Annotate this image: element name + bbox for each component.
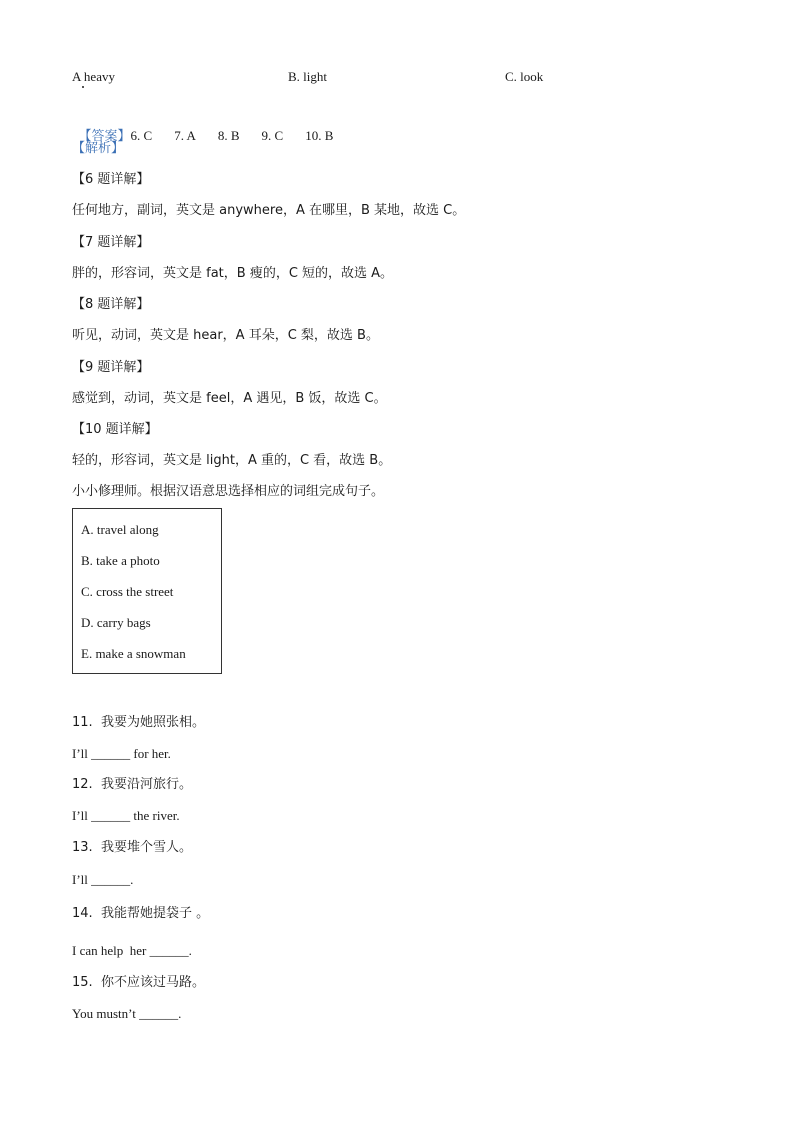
question-14-cn: 14. 我能帮她提袋子 。 (72, 906, 210, 921)
detail-8-heading: 【8 题详解】 (72, 297, 150, 312)
option-c: C. look (505, 69, 544, 84)
question-15-cn: 15. 你不应该过马路。 (72, 975, 205, 990)
detail-10-heading: 【10 题详解】 (72, 422, 158, 437)
question-13-en: I’ll ______. (72, 872, 134, 887)
question-12-cn: 12. 我要沿河旅行。 (72, 777, 192, 792)
question-11-cn: 11. 我要为她照张相。 (72, 715, 205, 730)
word-box-item: E. make a snowman (81, 646, 186, 661)
question-11-en: I’ll ______ for her. (72, 746, 171, 761)
detail-9-text: 感觉到，动词，英文是 feel，A 遇见，B 饭，故选 C。 (72, 391, 387, 406)
detail-7-text: 胖的，形容词，英文是 fat，B 瘦的，C 短的，故选 A。 (72, 266, 394, 281)
word-box-item: B. take a photo (81, 553, 160, 568)
question-13-cn: 13. 我要堆个雪人。 (72, 840, 192, 855)
word-box-item: D. carry bags (81, 615, 151, 630)
answer-9: 9. C (261, 128, 284, 143)
detail-7-heading: 【7 题详解】 (72, 235, 150, 250)
detail-9-heading: 【9 题详解】 (72, 360, 150, 375)
detail-6-text: 任何地方，副词，英文是 anywhere，A 在哪里，B 某地，故选 C。 (72, 203, 466, 218)
detail-10-text: 轻的，形容词，英文是 light，A 重的，C 看，故选 B。 (72, 453, 392, 468)
stray-dot (82, 86, 84, 88)
question-14-en: I can help her ______. (72, 943, 192, 958)
word-box-item: A. travel along (81, 522, 159, 537)
answer-label: 【答案】 (78, 129, 131, 144)
answer-6: 6. C (130, 128, 153, 143)
word-box (72, 508, 222, 674)
answer-8: 8. B (217, 128, 240, 143)
answer-10: 10. B (305, 128, 334, 143)
detail-6-heading: 【6 题详解】 (72, 172, 150, 187)
detail-8-text: 听见，动词，英文是 hear，A 耳朵，C 梨，故选 B。 (72, 328, 379, 343)
option-b: B. light (288, 69, 328, 84)
question-15-en: You mustn’t ______. (72, 1006, 182, 1021)
section-intro: 小小修理师。根据汉语意思选择相应的词组完成句子。 (72, 484, 385, 499)
analysis-label: 【解析】 (72, 141, 125, 156)
question-12-en: I’ll ______ the river. (72, 808, 180, 823)
word-box-item: C. cross the street (81, 584, 174, 599)
answer-7: 7. A (174, 128, 196, 143)
option-a: A heavy (72, 69, 115, 84)
